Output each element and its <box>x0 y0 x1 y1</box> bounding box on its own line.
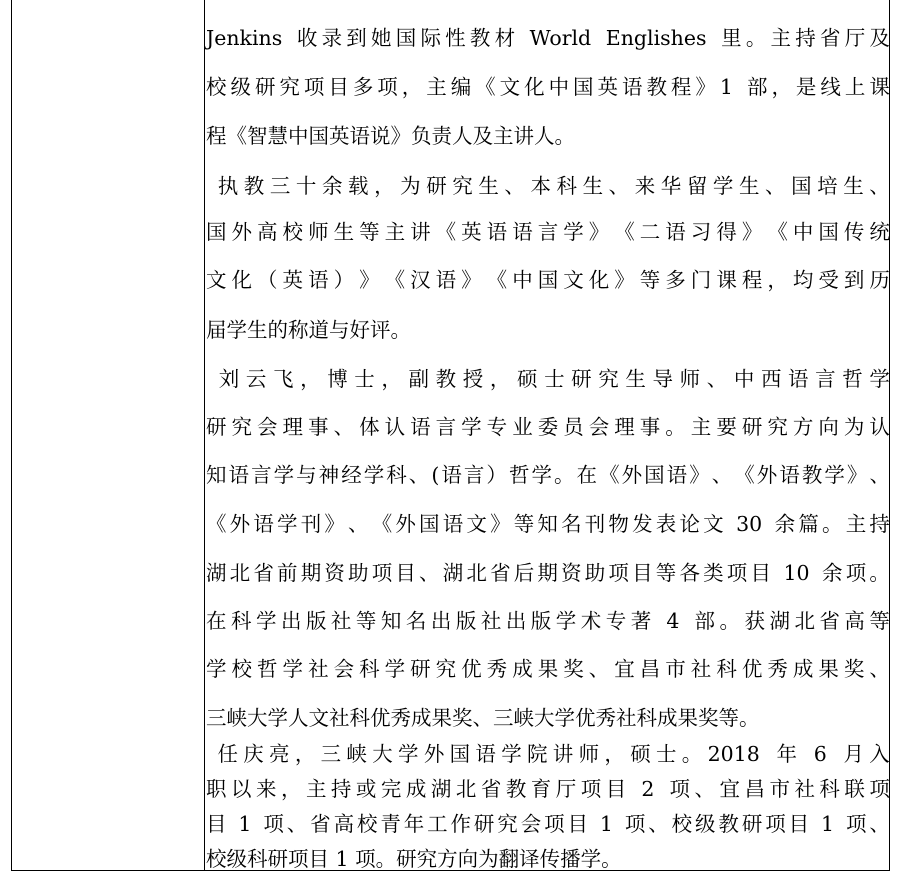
text-line: 知 语 言 学 与 神 经 学 科 、 ( 语 言 ） 哲 学 。 在 《 外 国 语 》 、 《 外 语 教 学 》 、 <box>206 463 890 487</box>
text-line: 任 庆 亮 ， 三 峡 大 学 外 国 语 学 院 讲 师 ， 硕 士 。 2018 年 6 月 入 <box>217 742 890 766</box>
text-line: 届学生的称道与好评。 <box>206 318 411 342</box>
text-line: 程《智慧中国英语说》负责人及主讲人。 <box>206 124 575 148</box>
text-line: 三峡大学人文社科优秀成果奖、三峡大学优秀社科成果奖等。 <box>206 706 760 730</box>
text-line: 《 外 语 学 刊 》 、 《 外 国 语 文 》 等 知 名 刊 物 发 表 论 文 30 余 篇 。 主 持 <box>206 512 890 536</box>
column-divider <box>204 0 205 870</box>
text-line: 职 以 来 ， 主 持 或 完 成 湖 北 省 教 育 厅 项 目 2 项 、 宜 昌 市 社 科 联 项 <box>206 777 890 801</box>
text-line: Jenkins 收 录 到 她 国 际 性 教 材 World Englishes 里 。 主 持 省 厅 及 <box>206 26 890 50</box>
text-line: 目 1 项 、 省 高 校 青 年 工 作 研 究 会 项 目 1 项 、 校 级 教 研 项 目 1 项 、 <box>206 812 890 836</box>
text-line: 在 科 学 出 版 社 等 知 名 出 版 社 出 版 学 术 专 著 4 部 。 获 湖 北 省 高 等 <box>206 609 890 633</box>
text-line: 刘 云 飞 ， 博 士 ， 副 教 授 ， 硕 士 研 究 生 导 师 、 中 西 语 言 哲 学 <box>218 367 890 391</box>
text-line: 文 化 （ 英 语 ） 》 《 汉 语 》 《 中 国 文 化 》 等 多 门 课 程 ， 均 受 到 历 <box>206 268 890 292</box>
text-line: 研 究 会 理 事 、 体 认 语 言 学 专 业 委 员 会 理 事 。 主 要 研 究 方 向 为 认 <box>206 415 890 439</box>
text-line: 校 级 研 究 项 目 多 项 ， 主 编 《 文 化 中 国 英 语 教 程 》 1 部 ， 是 线 上 课 <box>206 75 890 99</box>
text-line: 国 外 高 校 师 生 等 主 讲 《 英 语 语 言 学 》 《 二 语 习 得 》 《 中 国 传 统 <box>206 220 890 244</box>
text-line: 学 校 哲 学 社 会 科 学 研 究 优 秀 成 果 奖 、 宜 昌 市 社 科 优 秀 成 果 奖 、 <box>206 657 890 681</box>
text-line: 执 教 三 十 余 载 ， 为 研 究 生 、 本 科 生 、 来 华 留 学 生 、 国 培 生 、 <box>217 174 890 198</box>
text-line: 校级科研项目 1 项。研究方向为翻译传播学。 <box>206 847 622 871</box>
text-line: 湖 北 省 前 期 资 助 项 目 、 湖 北 省 后 期 资 助 项 目 等 各 类 项 目 10 余 项 。 <box>206 561 890 585</box>
